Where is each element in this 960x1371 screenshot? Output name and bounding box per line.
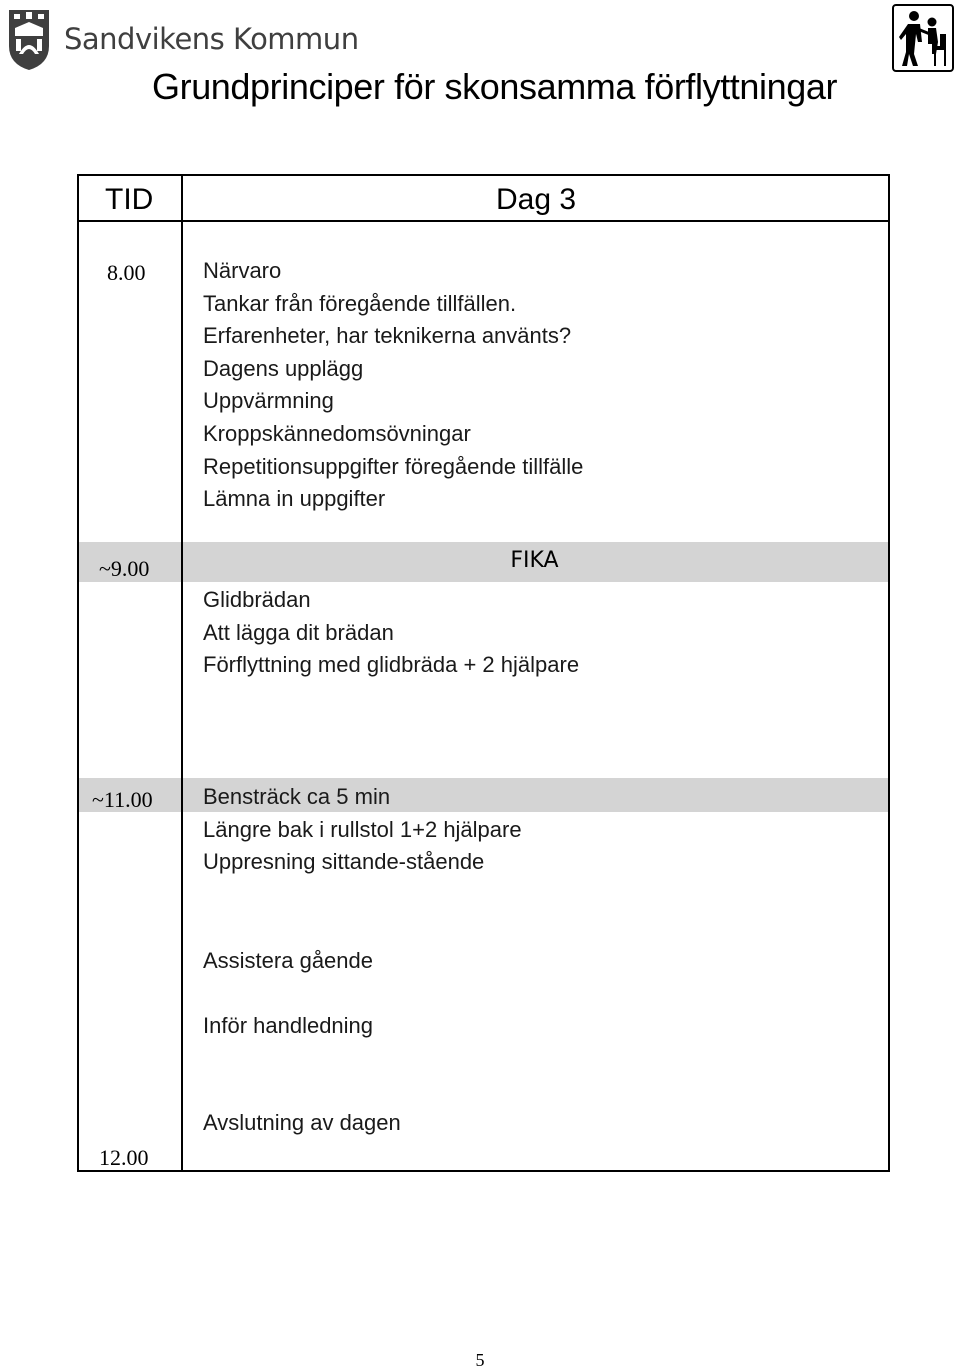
assisted-transfer-icon [892, 4, 954, 72]
activity-item: Uppvärmning [203, 388, 334, 414]
municipality-logo [6, 4, 359, 74]
activity-item: Glidbrädan [203, 587, 311, 612]
document-title: Grundprinciper för skonsamma förflyttningar [152, 66, 838, 107]
time-block-3: ~11.00 [92, 787, 153, 812]
activity-item: Tankar från föregående tillfällen. [203, 290, 517, 316]
activity-item: Förflyttning med glidbräda + 2 hjälpare [203, 652, 580, 678]
column-divider [181, 176, 183, 1170]
activity-item: Uppresning sittande-stående [203, 849, 485, 875]
column-header-time: TID [105, 183, 154, 216]
column-header-day: Dag 3 [496, 183, 577, 216]
block-3-activities [203, 781, 522, 879]
activity-item: Bensträck ca 5 min [203, 784, 391, 809]
activity-item: Inför handledning [203, 1013, 374, 1038]
activity-item: Längre bak i rullstol 1+2 hjälpare [203, 816, 522, 842]
activity-item: Kroppskännedomsövningar [203, 420, 471, 446]
activity-item: Assistera gående [203, 948, 373, 973]
activity-item: Avslutning av dagen [203, 1110, 401, 1135]
schedule-table [77, 174, 890, 1172]
activity-item: Närvaro [203, 258, 282, 283]
page-number: 5 [475, 1350, 485, 1370]
time-block-4: 12.00 [99, 1145, 149, 1170]
activity-item: Erfarenheter, har teknikerna använts? [203, 323, 572, 349]
activity-item: Lämna in uppgifter [203, 486, 386, 512]
activity-item: Att lägga dit brädan [203, 619, 394, 645]
pictogram [892, 4, 954, 77]
time-block-1: 8.00 [107, 260, 146, 285]
org-name: Sandvikens Kommun [64, 22, 359, 56]
block-1-activities [203, 255, 583, 516]
activity-item: Dagens upplägg [203, 355, 364, 381]
time-block-2: ~9.00 [99, 556, 150, 581]
fika-label: FIKA [510, 548, 559, 573]
block-2-activities [203, 584, 579, 682]
activity-item: Repetitionsuppgifter föregående tillfälle [203, 453, 584, 479]
header-divider [79, 220, 888, 222]
coat-of-arms-icon [6, 6, 52, 72]
